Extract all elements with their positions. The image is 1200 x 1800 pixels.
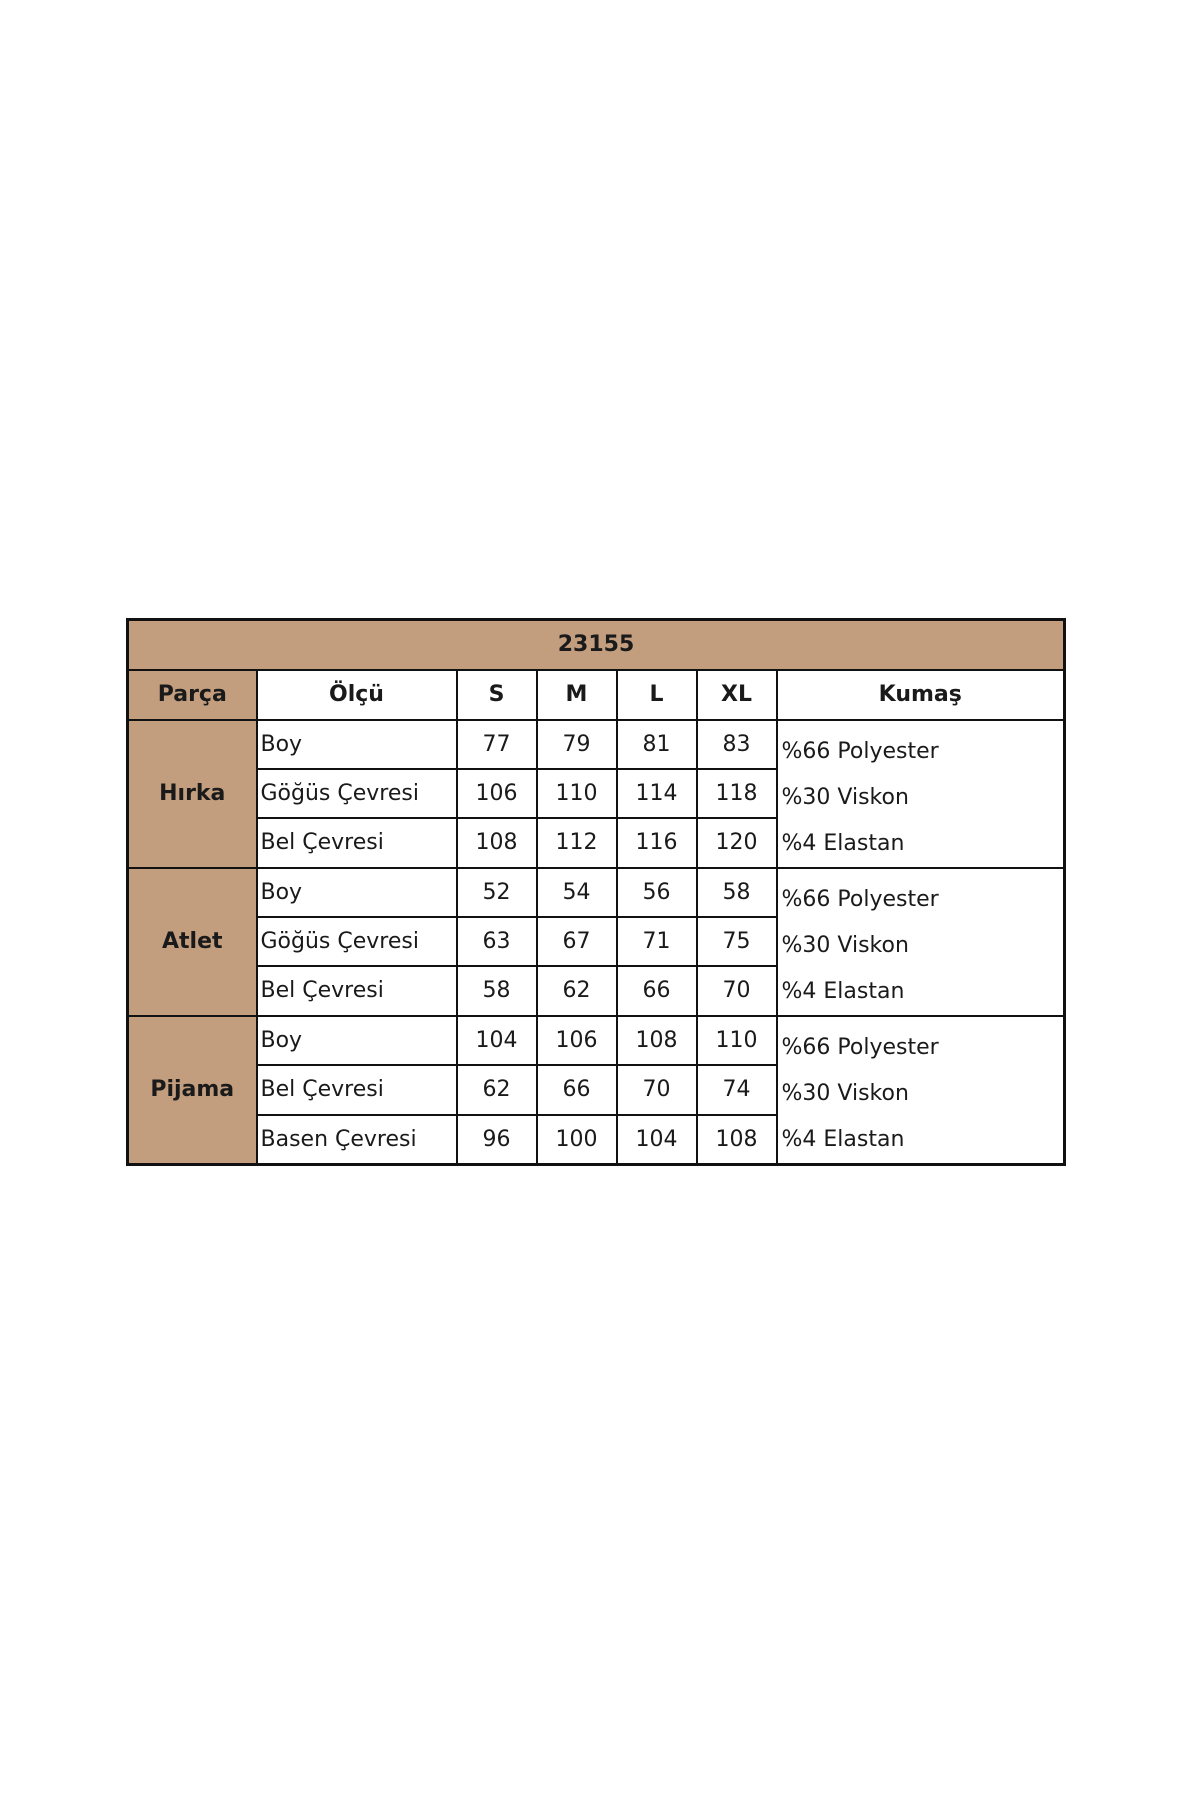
measure-name: Boy [257,720,457,769]
title-row [128,620,1065,670]
size-value: 62 [457,1065,537,1115]
size-chart-table [126,618,1066,1166]
size-value: 108 [697,1115,777,1165]
table-row [128,1016,1065,1066]
table-row [128,720,1065,769]
header-part: Parça [128,670,257,720]
measure-name: Boy [257,1016,457,1066]
size-value: 56 [617,868,697,917]
table-row [128,868,1065,917]
size-value: 96 [457,1115,537,1165]
header-row [128,670,1065,720]
size-value: 112 [537,818,617,867]
measure-name: Bel Çevresi [257,818,457,867]
fabric-cell [777,720,1065,868]
size-value: 58 [457,966,537,1015]
size-value: 83 [697,720,777,769]
header-size-xl: XL [697,670,777,720]
table-title: 23155 [128,620,1065,670]
size-value: 81 [617,720,697,769]
fabric-line: %66 Polyester [781,1034,939,1060]
part-name: Atlet [128,868,257,1016]
size-value: 100 [537,1115,617,1165]
size-value: 79 [537,720,617,769]
fabric-line: %30 Viskon [781,1080,909,1106]
size-value: 77 [457,720,537,769]
size-value: 75 [697,917,777,966]
measure-name: Basen Çevresi [257,1115,457,1165]
header-size-s: S [457,670,537,720]
size-value: 116 [617,818,697,867]
fabric-line: %4 Elastan [781,978,905,1004]
fabric-line: %66 Polyester [781,738,939,764]
header-fabric: Kumaş [777,670,1065,720]
size-value: 66 [617,966,697,1015]
size-value: 114 [617,769,697,818]
size-value: 106 [457,769,537,818]
size-value: 104 [617,1115,697,1165]
part-name: Hırka [128,720,257,868]
fabric-line: %66 Polyester [781,886,939,912]
size-value: 120 [697,818,777,867]
size-value: 110 [537,769,617,818]
header-size-l: L [617,670,697,720]
size-value: 52 [457,868,537,917]
part-name: Pijama [128,1016,257,1165]
size-value: 71 [617,917,697,966]
measure-name: Göğüs Çevresi [257,769,457,818]
measure-name: Göğüs Çevresi [257,917,457,966]
size-value: 70 [617,1065,697,1115]
size-value: 108 [617,1016,697,1066]
size-value: 108 [457,818,537,867]
measure-name: Bel Çevresi [257,966,457,1015]
size-value: 63 [457,917,537,966]
measure-name: Boy [257,868,457,917]
size-value: 70 [697,966,777,1015]
size-value: 104 [457,1016,537,1066]
size-value: 54 [537,868,617,917]
fabric-line: %30 Viskon [781,932,909,958]
size-value: 58 [697,868,777,917]
fabric-cell [777,1016,1065,1165]
fabric-line: %4 Elastan [781,1126,905,1152]
fabric-line: %30 Viskon [781,784,909,810]
size-value: 62 [537,966,617,1015]
fabric-line: %4 Elastan [781,830,905,856]
size-value: 118 [697,769,777,818]
size-value: 106 [537,1016,617,1066]
size-value: 74 [697,1065,777,1115]
size-value: 66 [537,1065,617,1115]
header-measure: Ölçü [257,670,457,720]
fabric-cell [777,868,1065,1016]
measure-name: Bel Çevresi [257,1065,457,1115]
size-value: 110 [697,1016,777,1066]
header-size-m: M [537,670,617,720]
size-value: 67 [537,917,617,966]
